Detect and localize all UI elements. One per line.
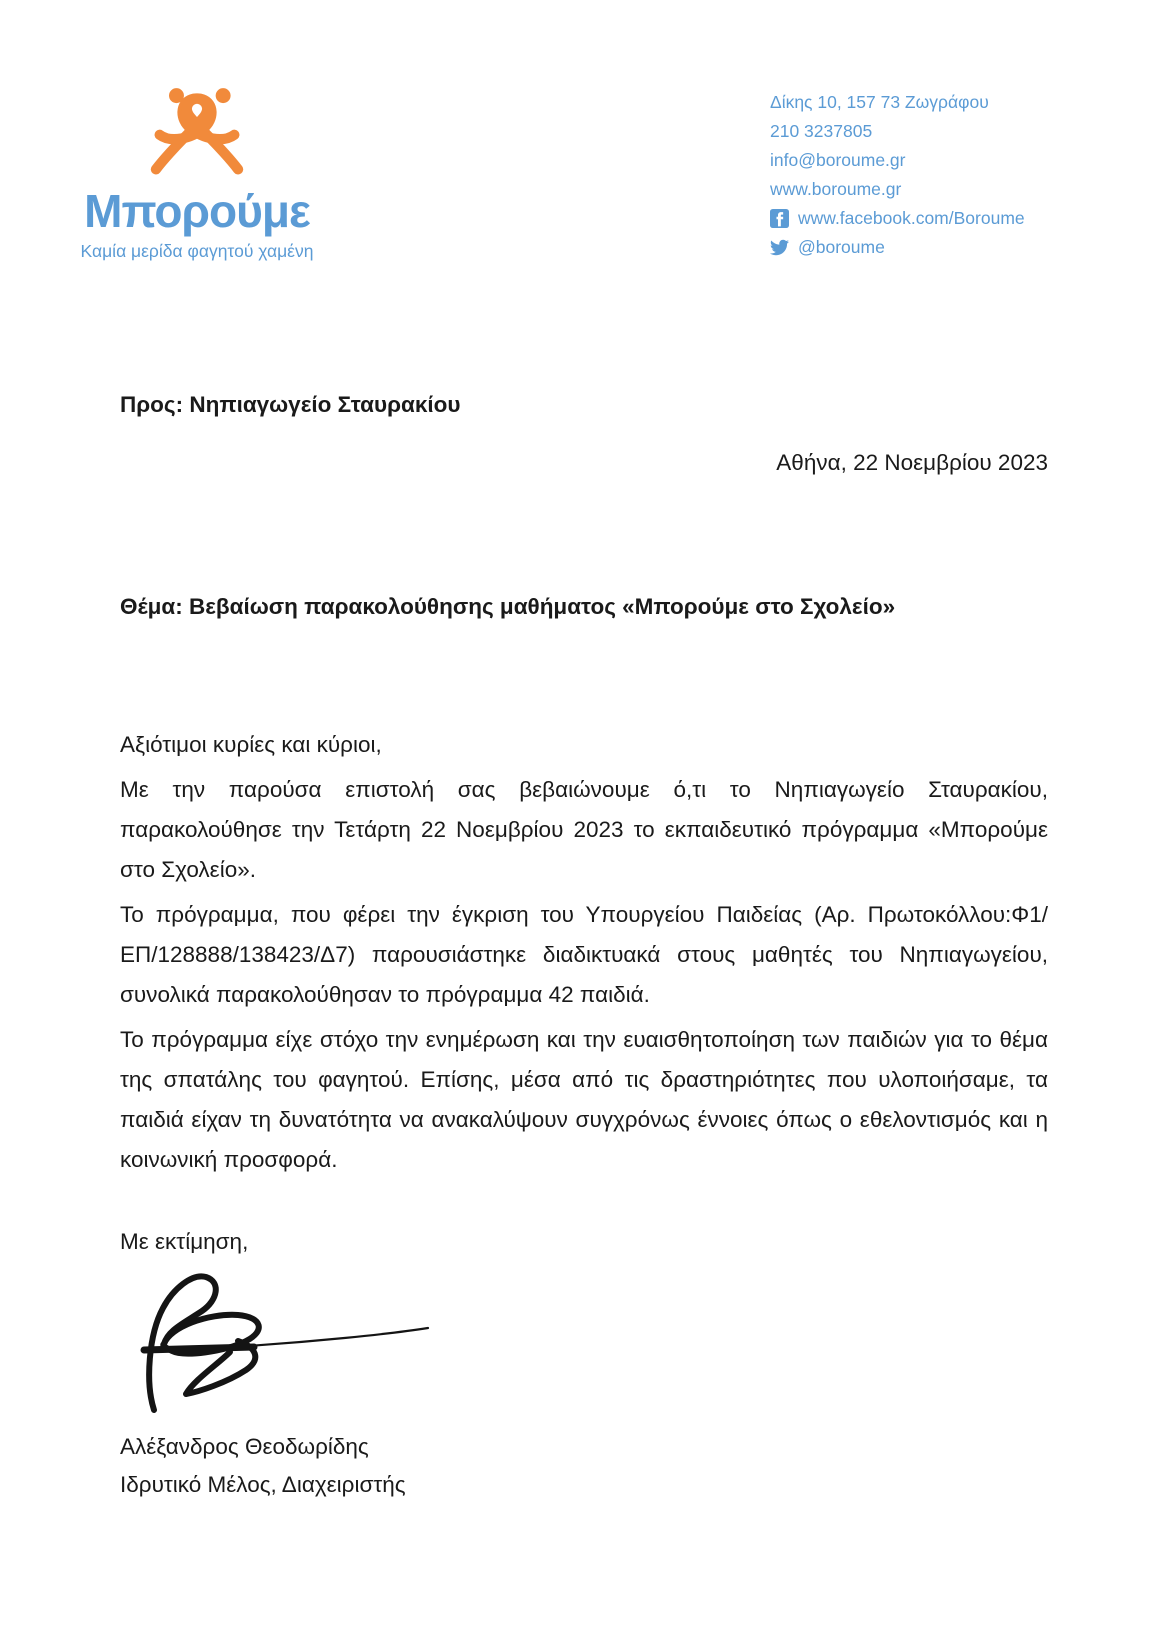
letter-body xyxy=(120,385,1048,1504)
paragraph-3: Το πρόγραμμα είχε στόχο την ενημέρωση και την ευαισθητοποίηση των παιδιών για το θέμα της σπατάλης του φαγητού. Επίσης, μέσα από τις δραστηριότητες που υλοποιήσαμε, τα παιδιά είχαν τη δυνατότητα να ανακαλύψουν συγχρόνως έννοιες όπως ο εθελοντισμός και η κοινωνική προσφορά. xyxy=(120,1027,1048,1172)
closing-line: Με εκτίμηση, xyxy=(120,1229,249,1254)
twitter-icon xyxy=(770,238,789,257)
subject-line: Θέμα: Βεβαίωση παρακολούθησης μαθήματος «Μπορούμε στο Σχολείο» xyxy=(120,594,896,619)
brand-logo xyxy=(72,84,322,262)
contact-phone: 210 3237805 xyxy=(770,121,873,141)
signer-block xyxy=(120,1428,1048,1504)
facebook-icon xyxy=(770,209,789,228)
brand-wordmark: Μπορούμε xyxy=(84,185,310,237)
handwritten-signature xyxy=(132,1264,1048,1416)
contact-email: info@boroume.gr xyxy=(770,150,906,170)
contact-block xyxy=(770,88,1025,262)
contact-twitter-row xyxy=(770,233,1025,262)
brand-tagline: Καμία μερίδα φαγητού χαμένη xyxy=(80,240,314,261)
contact-address: Δίκης 10, 157 73 Ζωγράφου xyxy=(770,92,989,112)
contact-twitter: @boroume xyxy=(798,237,885,257)
pretzel-people-icon xyxy=(141,84,253,180)
paragraph-2: Το πρόγραμμα, που φέρει την έγκριση του Υπουργείου Παιδείας (Αρ. Πρωτοκόλλου:Φ1/ΕΠ/128888/138423/Δ7) παρουσιάστηκε διαδικτυακά στους μαθητές του Νηπιαγωγείου, συνολικά παρακολούθησαν το πρόγραμμα 42 παιδιά. xyxy=(120,902,1048,1007)
dateline: Αθήνα, 22 Νοεμβρίου 2023 xyxy=(776,450,1048,475)
signer-name: Αλέξανδρος Θεοδωρίδης xyxy=(120,1434,369,1459)
recipient-line: Προς: Νηπιαγωγείο Σταυρακίου xyxy=(120,392,461,417)
contact-facebook: www.facebook.com/Boroume xyxy=(798,208,1025,228)
salutation: Αξιότιμοι κυρίες και κύριοι, xyxy=(120,732,382,757)
contact-facebook-row xyxy=(770,204,1025,233)
paragraph-1: Με την παρούσα επιστολή σας βεβαιώνουμε ό,τι το Νηπιαγωγείο Σταυρακίου, παρακολούθησε την Τετάρτη 22 Νοεμβρίου 2023 το εκπαιδευτικό πρόγραμμα «Μπορούμε στο Σχολείο». xyxy=(120,777,1048,882)
signer-title: Ιδρυτικό Μέλος, Διαχειριστής xyxy=(120,1472,406,1497)
contact-website: www.boroume.gr xyxy=(770,179,902,199)
